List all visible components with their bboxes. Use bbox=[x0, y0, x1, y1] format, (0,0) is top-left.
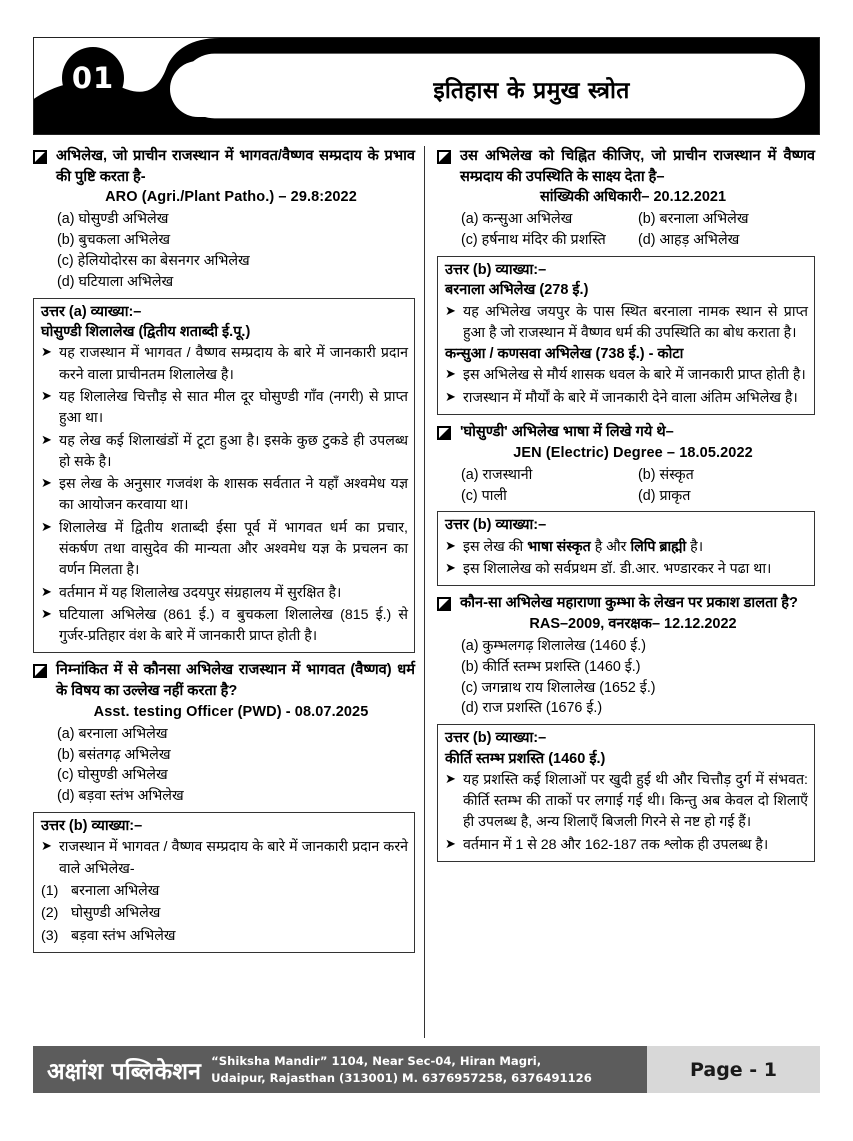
explanation-text: यह शिलालेख चित्तौड़ से सात मील दूर घोसुण्डी गाँव (नगरी) से प्राप्त हुआ था। bbox=[59, 388, 408, 427]
explanation-text: यह राजस्थान में भागवत / वैष्णव सम्प्रदाय के बारे में जानकारी प्रदान करने वाला प्राचीनतम शिलालेख है। bbox=[59, 345, 408, 383]
answer-subheading-secondary: कन्सुआ / कणसवा अभिलेख (738 ई.) - कोटा bbox=[445, 346, 684, 363]
question-line bbox=[33, 146, 415, 187]
arrow-bullet-icon: ➤ bbox=[41, 432, 52, 448]
option-item[interactable]: (c) हेलियोदोरस का बेसनगर अभिलेख bbox=[57, 253, 250, 269]
answer-subheading: कीर्ति स्तम्भ प्रशस्ति (1460 ई.) bbox=[445, 750, 606, 767]
page-number-label: Page - 1 bbox=[645, 1046, 820, 1093]
arrow-bullet-icon: ➤ bbox=[41, 345, 52, 361]
chapter-header-banner bbox=[33, 37, 820, 135]
arrow-bullet-icon: ➤ bbox=[445, 389, 456, 405]
explanation-point bbox=[445, 559, 808, 580]
arrow-bullet-icon: ➤ bbox=[41, 606, 52, 622]
chapter-number-badge bbox=[62, 47, 124, 109]
option-item[interactable]: (d) प्राकृत bbox=[638, 487, 691, 504]
option-item[interactable]: (c) पाली bbox=[461, 487, 507, 504]
answer-box bbox=[437, 724, 815, 862]
answer-heading: उत्तर (b) व्याख्या:– bbox=[445, 262, 547, 278]
explanation-point bbox=[41, 926, 408, 947]
arrow-bullet-icon: ➤ bbox=[445, 771, 456, 787]
option-item[interactable]: (a) बरनाला अभिलेख bbox=[57, 725, 168, 742]
question-text: 'घोसुण्डी' अभिलेख भाषा में लिखे गये थे– bbox=[460, 424, 674, 441]
question-bullet-icon bbox=[437, 150, 451, 164]
explanation-text: बरनाला अभिलेख bbox=[71, 883, 160, 900]
question-text: कौन-सा अभिलेख महाराणा कुम्भा के लेखन पर प्रकाश डालता है? bbox=[460, 595, 798, 612]
explanation-point bbox=[41, 518, 408, 582]
options-list bbox=[33, 209, 415, 292]
question-source: Asst. testing Officer (PWD) - 08.07.2025 bbox=[93, 703, 369, 720]
question-line bbox=[437, 146, 815, 187]
explanation-text: राजस्थान में भागवत / वैष्णव सम्प्रदाय के बारे में जानकारी प्रदान करने वाले अभिलेख- bbox=[59, 839, 408, 877]
option-item[interactable]: (a) कुम्भलगढ़ शिलालेख (1460 ई.) bbox=[461, 637, 647, 654]
explanation-text: इस लेख के अनुसार गजवंश के शासक सर्वतात ने यहाँ अश्वमेध यज्ञ का आयोजन करवाया था। bbox=[59, 476, 408, 514]
chapter-number-text: 01 bbox=[71, 61, 115, 95]
answer-heading: उत्तर (b) व्याख्या:– bbox=[445, 730, 547, 747]
question-block bbox=[33, 146, 415, 293]
question-source: सांख्यिकी अधिकारी– 20.12.2021 bbox=[539, 189, 727, 206]
explanation-text: इस शिलालेख को सर्वप्रथम डॉ. डी.आर. भण्डारकर ने पढा था। bbox=[463, 560, 772, 577]
answer-subheading: बरनाला अभिलेख (278 ई.) bbox=[445, 282, 589, 299]
explanation-point bbox=[41, 474, 408, 517]
option-item[interactable]: (b) बसंतगढ़ अभिलेख bbox=[57, 746, 171, 763]
explanation-point bbox=[41, 837, 408, 880]
explanation-text: राजस्थान में मौर्यों के बारे में जानकारी देने वाला अंतिम अभिलेख है। bbox=[463, 389, 798, 406]
explanation-text: यह लेख कई शिलाखंडों में टूटा हुआ है। इसके कुछ टुकडे ही उपलब्ध हो सके है। bbox=[59, 432, 408, 470]
content-columns bbox=[33, 146, 820, 1038]
explanation-point bbox=[445, 537, 808, 558]
explanation-point bbox=[41, 387, 408, 430]
address-line-2: Udaipur, Rajasthan (313001) M. 6376957258, 6376491126 bbox=[211, 1070, 592, 1085]
list-number: (1) bbox=[41, 883, 59, 900]
options-list bbox=[437, 209, 815, 251]
option-item[interactable]: (c) घोसुण्डी अभिलेख bbox=[57, 767, 168, 784]
address-line-1: “Shiksha Mandir” 1104, Near Sec-04, Hiran Magri, bbox=[211, 1053, 542, 1068]
explanation-point bbox=[41, 903, 408, 924]
option-item[interactable]: (b) संस्कृत bbox=[638, 466, 694, 483]
answer-box bbox=[437, 511, 815, 586]
option-item[interactable]: (d) राज प्रशस्ति (1676 ई.) bbox=[461, 700, 603, 717]
answer-box bbox=[33, 812, 415, 953]
explanation-text: घटियाला अभिलेख (861 ई.) व बुचकला शिलालेख (815 ई.) से गुर्जर-प्रतिहार वंश के बारे में जानकारी प्राप्त होती है। bbox=[59, 606, 408, 645]
options-list bbox=[437, 636, 815, 719]
question-source: JEN (Electric) Degree – 18.05.2022 bbox=[513, 444, 753, 461]
explanation-point bbox=[445, 388, 808, 409]
question-bullet-icon bbox=[33, 150, 47, 164]
arrow-bullet-icon: ➤ bbox=[41, 388, 52, 404]
answer-box bbox=[437, 256, 815, 415]
explanation-text: वर्तमान में यह शिलालेख उदयपुर संग्रहालय में सुरक्षित है। bbox=[59, 584, 342, 601]
page-footer bbox=[33, 1046, 820, 1093]
option-item[interactable]: (d) आहड़ अभिलेख bbox=[638, 232, 740, 249]
explanation-point bbox=[445, 302, 808, 345]
explanation-point bbox=[41, 583, 408, 604]
question-bullet-icon bbox=[33, 664, 47, 678]
options-list bbox=[33, 724, 415, 807]
explanation-point bbox=[445, 770, 808, 834]
question-source: RAS–2009, वनरक्षक– 12.12.2022 bbox=[529, 615, 737, 632]
chapter-title-pill bbox=[170, 61, 803, 117]
question-text: अभिलेख, जो प्राचीन राजस्थान में भागवत/वैष्णव सम्प्रदाय के प्रभाव की पुष्टि करता है- bbox=[56, 148, 415, 185]
explanation-text: यह अभिलेख जयपुर के पास स्थित बरनाला नामक स्थान से प्राप्त हुआ है जो राजस्थान में वैष्णव धर्म की उपस्थिति का बोध कराता है। bbox=[463, 303, 808, 341]
question-block bbox=[437, 146, 815, 251]
explanation-text: इस अभिलेख से मौर्य शासक धवल के बारे में जानकारी प्राप्त होती है। bbox=[463, 367, 806, 384]
explanation-text: वर्तमान में 1 से 28 और 162-187 तक श्लोक ही उपलब्ध है। bbox=[463, 836, 769, 853]
arrow-bullet-icon: ➤ bbox=[41, 519, 52, 535]
explanation-text: शिलालेख में द्वितीय शताब्दी ईसा पूर्व में भागवत धर्म का प्रचार, संकर्षण तथा वासुदेव की मान्यता और अश्वमेध यज्ञ के प्रचलन का वर्णन मिलता है। bbox=[59, 519, 408, 579]
arrow-bullet-icon: ➤ bbox=[445, 560, 456, 576]
question-text: उस अभिलेख को चिह्नित कीजिए, जो प्राचीन राजस्थान में वैष्णव सम्प्रदाय की उपस्थिति के साक्ष्य देता है– bbox=[460, 148, 815, 185]
left-column bbox=[33, 146, 424, 1038]
arrow-bullet-icon: ➤ bbox=[445, 303, 456, 319]
option-item[interactable]: (c) जगन्नाथ राय शिलालेख (1652 ई.) bbox=[461, 679, 656, 696]
question-bullet-icon bbox=[437, 597, 451, 611]
explanation-point bbox=[41, 881, 408, 902]
arrow-bullet-icon: ➤ bbox=[41, 839, 52, 855]
explanation-text: घोसुण्डी अभिलेख bbox=[71, 905, 161, 922]
option-item[interactable]: (d) बड़वा स्तंभ अभिलेख bbox=[57, 788, 184, 805]
right-column bbox=[424, 146, 815, 1038]
arrow-bullet-icon: ➤ bbox=[445, 367, 456, 383]
explanation-text: बड़वा स्तंभ अभिलेख bbox=[71, 927, 176, 944]
list-number: (3) bbox=[41, 927, 59, 944]
option-item[interactable]: (b) बुचकला अभिलेख bbox=[57, 232, 171, 249]
explanation-point bbox=[41, 343, 408, 386]
question-block bbox=[33, 660, 415, 807]
option-item[interactable]: (a) कन्सुआ अभिलेख bbox=[461, 211, 573, 228]
arrow-bullet-icon: ➤ bbox=[41, 584, 52, 600]
list-number: (2) bbox=[41, 905, 59, 922]
explanation-text: यह प्रशस्ति कई शिलाओं पर खुदी हुई थी और चित्तौड़ दुर्ग में संभवत: कीर्ति स्तम्भ की ताकों पर लगाई गई थी। किन्तु अब केवल दो शिलाएँ ही उपलब्ध है, अन्य शिलाएँ बिजली गिरने से नष्ट हो गई हैं। bbox=[463, 771, 808, 831]
explanation-point bbox=[445, 835, 808, 856]
explanation-text: इस लेख की भाषा संस्कृत है और लिपि ब्राह्मी है। bbox=[463, 538, 704, 555]
question-source: ARO (Agri./Plant Patho.) – 29.8:2022 bbox=[105, 189, 357, 206]
question-line bbox=[33, 660, 415, 701]
answer-box bbox=[33, 298, 415, 654]
question-block bbox=[437, 422, 815, 506]
explanation-point bbox=[445, 365, 808, 386]
option-item[interactable]: (c) हर्षनाथ मंदिर की प्रशस्ति bbox=[461, 232, 606, 249]
explanation-point bbox=[41, 605, 408, 648]
publisher-address bbox=[211, 1046, 645, 1093]
publisher-brand: अक्षांश पब्लिकेशन bbox=[47, 1058, 202, 1085]
explanation-point bbox=[41, 431, 408, 474]
option-item[interactable]: (b) कीर्ति स्तम्भ प्रशस्ति (1460 ई.) bbox=[461, 658, 641, 675]
option-item[interactable]: (a) घोसुण्डी अभिलेख bbox=[57, 211, 169, 228]
question-line bbox=[437, 593, 815, 614]
answer-heading: उत्तर (b) व्याख्या:– bbox=[41, 818, 143, 835]
page-title: इतिहास के प्रमुख स्त्रोत bbox=[433, 78, 630, 104]
question-text: निम्नांकित में से कौनसा अभिलेख राजस्थान में भागवत (वैष्णव) धर्म के विषय का उल्लेख नहीं करता है? bbox=[56, 662, 415, 700]
question-block bbox=[437, 593, 815, 719]
answer-subheading: घोसुण्डी शिलालेख (द्वितीय शताब्दी ई.पू.) bbox=[41, 324, 251, 341]
question-bullet-icon bbox=[437, 426, 451, 440]
option-item[interactable]: (a) राजस्थानी bbox=[461, 466, 533, 483]
answer-heading: उत्तर (b) व्याख्या:– bbox=[445, 517, 547, 534]
question-line bbox=[437, 422, 815, 443]
arrow-bullet-icon: ➤ bbox=[445, 538, 456, 554]
arrow-bullet-icon: ➤ bbox=[41, 476, 52, 492]
arrow-bullet-icon: ➤ bbox=[445, 836, 456, 852]
options-list bbox=[437, 465, 815, 507]
option-item[interactable]: (b) बरनाला अभिलेख bbox=[638, 211, 749, 228]
answer-heading: उत्तर (a) व्याख्या:– bbox=[41, 303, 142, 320]
option-item[interactable]: (d) घटियाला अभिलेख bbox=[57, 273, 174, 290]
